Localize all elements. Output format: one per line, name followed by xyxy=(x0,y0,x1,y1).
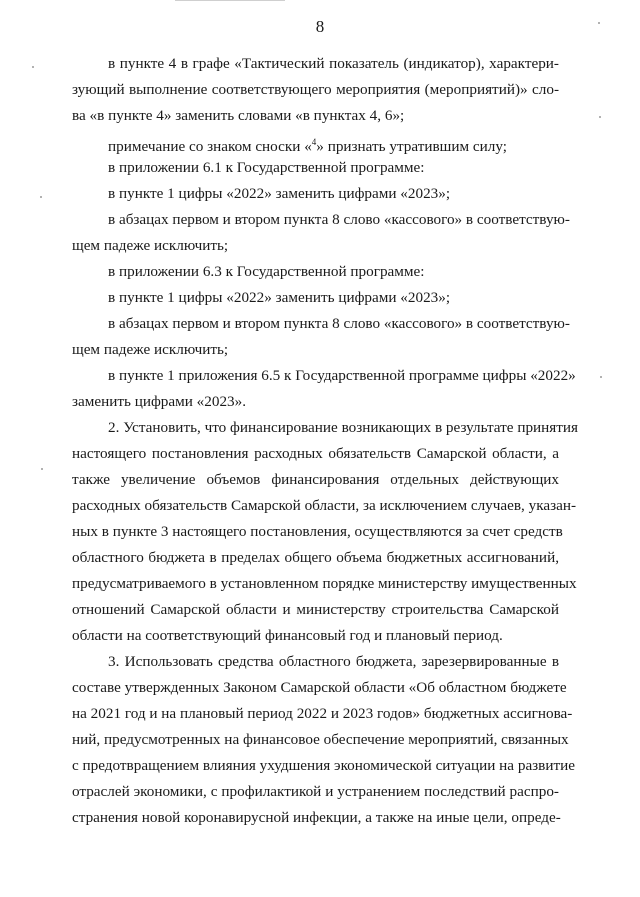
text-line: с предотвращением влияния ухудшения экономической ситуации на развитие xyxy=(72,757,575,774)
text-line: странения новой коронавирусной инфекции, а также на иные цели, опреде- xyxy=(72,809,561,826)
text-line: 3. Использовать средства областного бюджета, зарезервированные в xyxy=(108,653,559,670)
scan-speck xyxy=(32,66,34,68)
scan-speck xyxy=(41,468,43,470)
text-line: 2. Установить, что финансирование возникающих в результате принятия xyxy=(108,419,579,436)
text-line: отраслей экономики, с профилактикой и устранением последствий распро- xyxy=(72,783,559,800)
footnote-mark: 4 xyxy=(311,137,317,147)
text-line: расходных обязательств Самарской области, за исключением случаев, указан- xyxy=(72,497,577,514)
text-line: в абзацах первом и втором пункта 8 слово «кассового» в соответствую- xyxy=(108,315,570,332)
text-line: отношений Самарской области и министерству строительства Самарской xyxy=(72,601,559,618)
text-line: заменить цифрами «2023». xyxy=(72,393,247,410)
text-line: ва «в пункте 4» заменить словами «в пунктах 4, 6»; xyxy=(72,107,405,124)
scan-speck xyxy=(40,196,42,198)
top-edge-line xyxy=(175,0,285,1)
text-line: в пункте 4 в графе «Тактический показатель (индикатор), характери- xyxy=(108,55,559,72)
text-line: также увеличение объемов финансирования отдельных действующих xyxy=(72,471,559,488)
page-number: 8 xyxy=(315,17,325,36)
scan-speck xyxy=(600,376,602,378)
text-line: на 2021 год и на плановый период 2022 и 2023 годов» бюджетных ассигнова- xyxy=(72,705,573,722)
text-line: зующий выполнение соответствующего мероприятия (мероприятий)» сло- xyxy=(72,81,559,98)
text-line: в пункте 1 приложения 6.5 к Государственной программе цифры «2022» xyxy=(108,367,576,384)
text-line: щем падеже исключить; xyxy=(72,341,229,358)
text-line: ных в пункте 3 настоящего постановления, осуществляются за счет средств xyxy=(72,523,563,540)
text-line: настоящего постановления расходных обязательств Самарской области, а xyxy=(72,445,559,462)
scan-speck xyxy=(599,116,601,118)
text-line: ний, предусмотренных на финансовое обеспечение мероприятий, связанных xyxy=(72,731,569,748)
text-line: области на соответствующий финансовый год и плановый период. xyxy=(72,627,503,644)
text-segment: примечание со знаком сноски « xyxy=(108,138,312,156)
text-line xyxy=(108,132,559,157)
text-line: в абзацах первом и втором пункта 8 слово «кассового» в соответствую- xyxy=(108,211,570,228)
scan-speck xyxy=(598,22,600,24)
text-line: составе утвержденных Законом Самарской области «Об областном бюджете xyxy=(72,679,567,696)
text-line: в пункте 1 цифры «2022» заменить цифрами «2023»; xyxy=(108,289,451,306)
text-segment: » признать утратившим силу; xyxy=(316,138,507,156)
text-line: областного бюджета в пределах общего объема бюджетных ассигнований, xyxy=(72,549,559,566)
text-line: щем падеже исключить; xyxy=(72,237,229,254)
text-line: в приложении 6.3 к Государственной программе: xyxy=(108,263,425,280)
text-line: в пункте 1 цифры «2022» заменить цифрами «2023»; xyxy=(108,185,451,202)
text-line: предусматриваемого в установленном порядке министерству имущественных xyxy=(72,575,577,592)
text-line: в приложении 6.1 к Государственной программе: xyxy=(108,159,425,176)
